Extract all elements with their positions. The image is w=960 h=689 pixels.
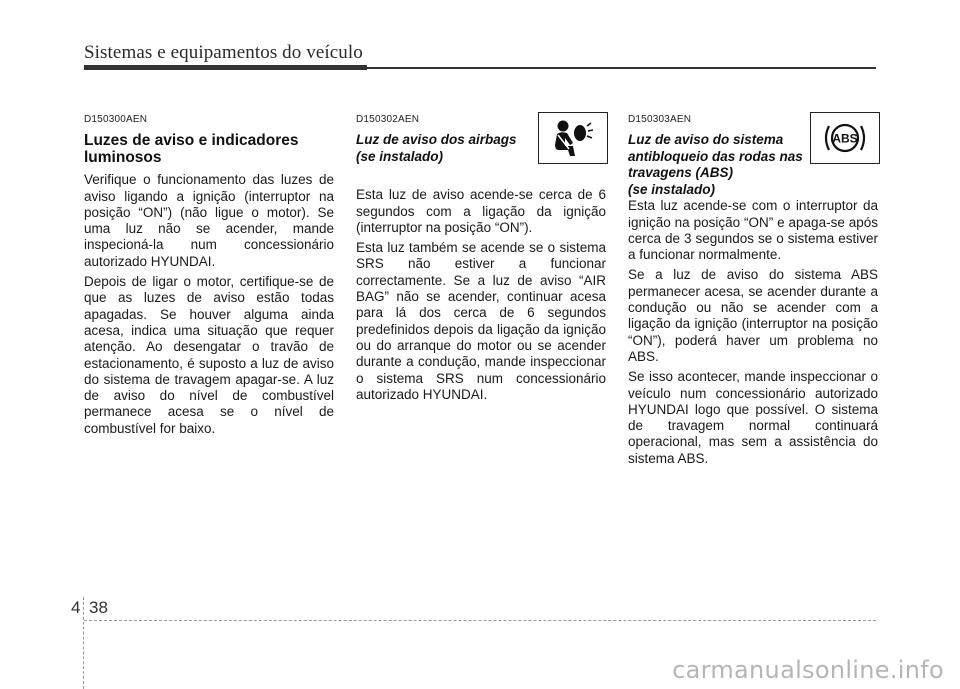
paragraph: Verifique o funcionamento das luzes de aviso ligando a ignição (interruptor na posição “ON”) (não ligue o motor). Se uma luz não se acender, mande inspecioná-la num concessionário autorizado HYUNDAI.	[84, 172, 334, 269]
footer-divider	[83, 597, 84, 689]
heading-line: Luz de aviso do sistema	[628, 132, 784, 148]
heading-line: travagens (ABS)	[628, 165, 734, 181]
column-warning-lights	[84, 112, 334, 441]
paragraph: Depois de ligar o motor, certifique-se de que as luzes de aviso estão todas apagadas. Se houver alguma ainda acesa, indica uma situação que requer atenção. Ao desengatar o travão de estacionamento, é suposto a luz de aviso do sistema de travagem apagar-se. A luz de aviso do nível de combustível permanece acesa se o nível de combustível for baixo.	[84, 274, 334, 436]
section-code: D150303AEN	[628, 114, 692, 125]
column-abs-warning	[628, 112, 878, 471]
heading-line: Luz de aviso dos airbags	[356, 132, 517, 148]
airbag-warning-icon	[538, 112, 608, 164]
header-rule-accent	[84, 65, 367, 70]
abs-icon-label: ABS	[832, 131, 858, 146]
heading-line: (se instalado)	[356, 148, 444, 164]
paragraph: Esta luz também se acende se o sistema SRS não estiver a funcionar correctamente. Se a luz de aviso “AIR BAG” não se acender, continuar acesa para lá dos cerca de 6 segundos predefinidos depois da ligação da ignição ou do arranque do motor ou se acender durante a condução, mande inspeccionar o sistema SRS num concessionário autorizado HYUNDAI.	[356, 240, 606, 402]
chapter-number: 4	[71, 598, 81, 617]
heading-line: antibloqueio das rodas nas	[628, 148, 803, 164]
page-number: 38	[89, 598, 108, 617]
heading-line: (se instalado)	[628, 181, 716, 197]
paragraph: Se a luz de aviso do sistema ABS permanecer acesa, se acender durante a condução ou não se acender com a ligação da ignição (interruptor na posição “ON”), poderá haver um problema no ABS.	[628, 267, 878, 364]
abs-warning-icon	[810, 112, 880, 164]
section-code: D150300AEN	[84, 114, 148, 125]
section-code: D150302AEN	[356, 114, 420, 125]
page-header-title: Sistemas e equipamentos do veículo	[84, 42, 363, 63]
paragraph: Se isso acontecer, mande inspeccionar o veículo num concessionário autorizado HYUNDAI logo que possível. O sistema de travagem normal continuará operacional, mas sem a assistência do sistema ABS.	[628, 369, 878, 466]
paragraph: Esta luz acende-se com o interruptor da ignição na posição “ON” e apaga-se após cerca de 3 segundos se o sistema estiver a funcionar normalmente.	[628, 198, 878, 263]
paragraph: Esta luz de aviso acende-se cerca de 6 segundos com a ligação da ignição (interruptor na posição “ON”).	[356, 187, 606, 235]
footer-rule	[84, 620, 876, 621]
watermark: carmanualsonline.info	[672, 656, 944, 684]
section-heading: Luzes de aviso e indicadores luminosos	[84, 132, 299, 167]
